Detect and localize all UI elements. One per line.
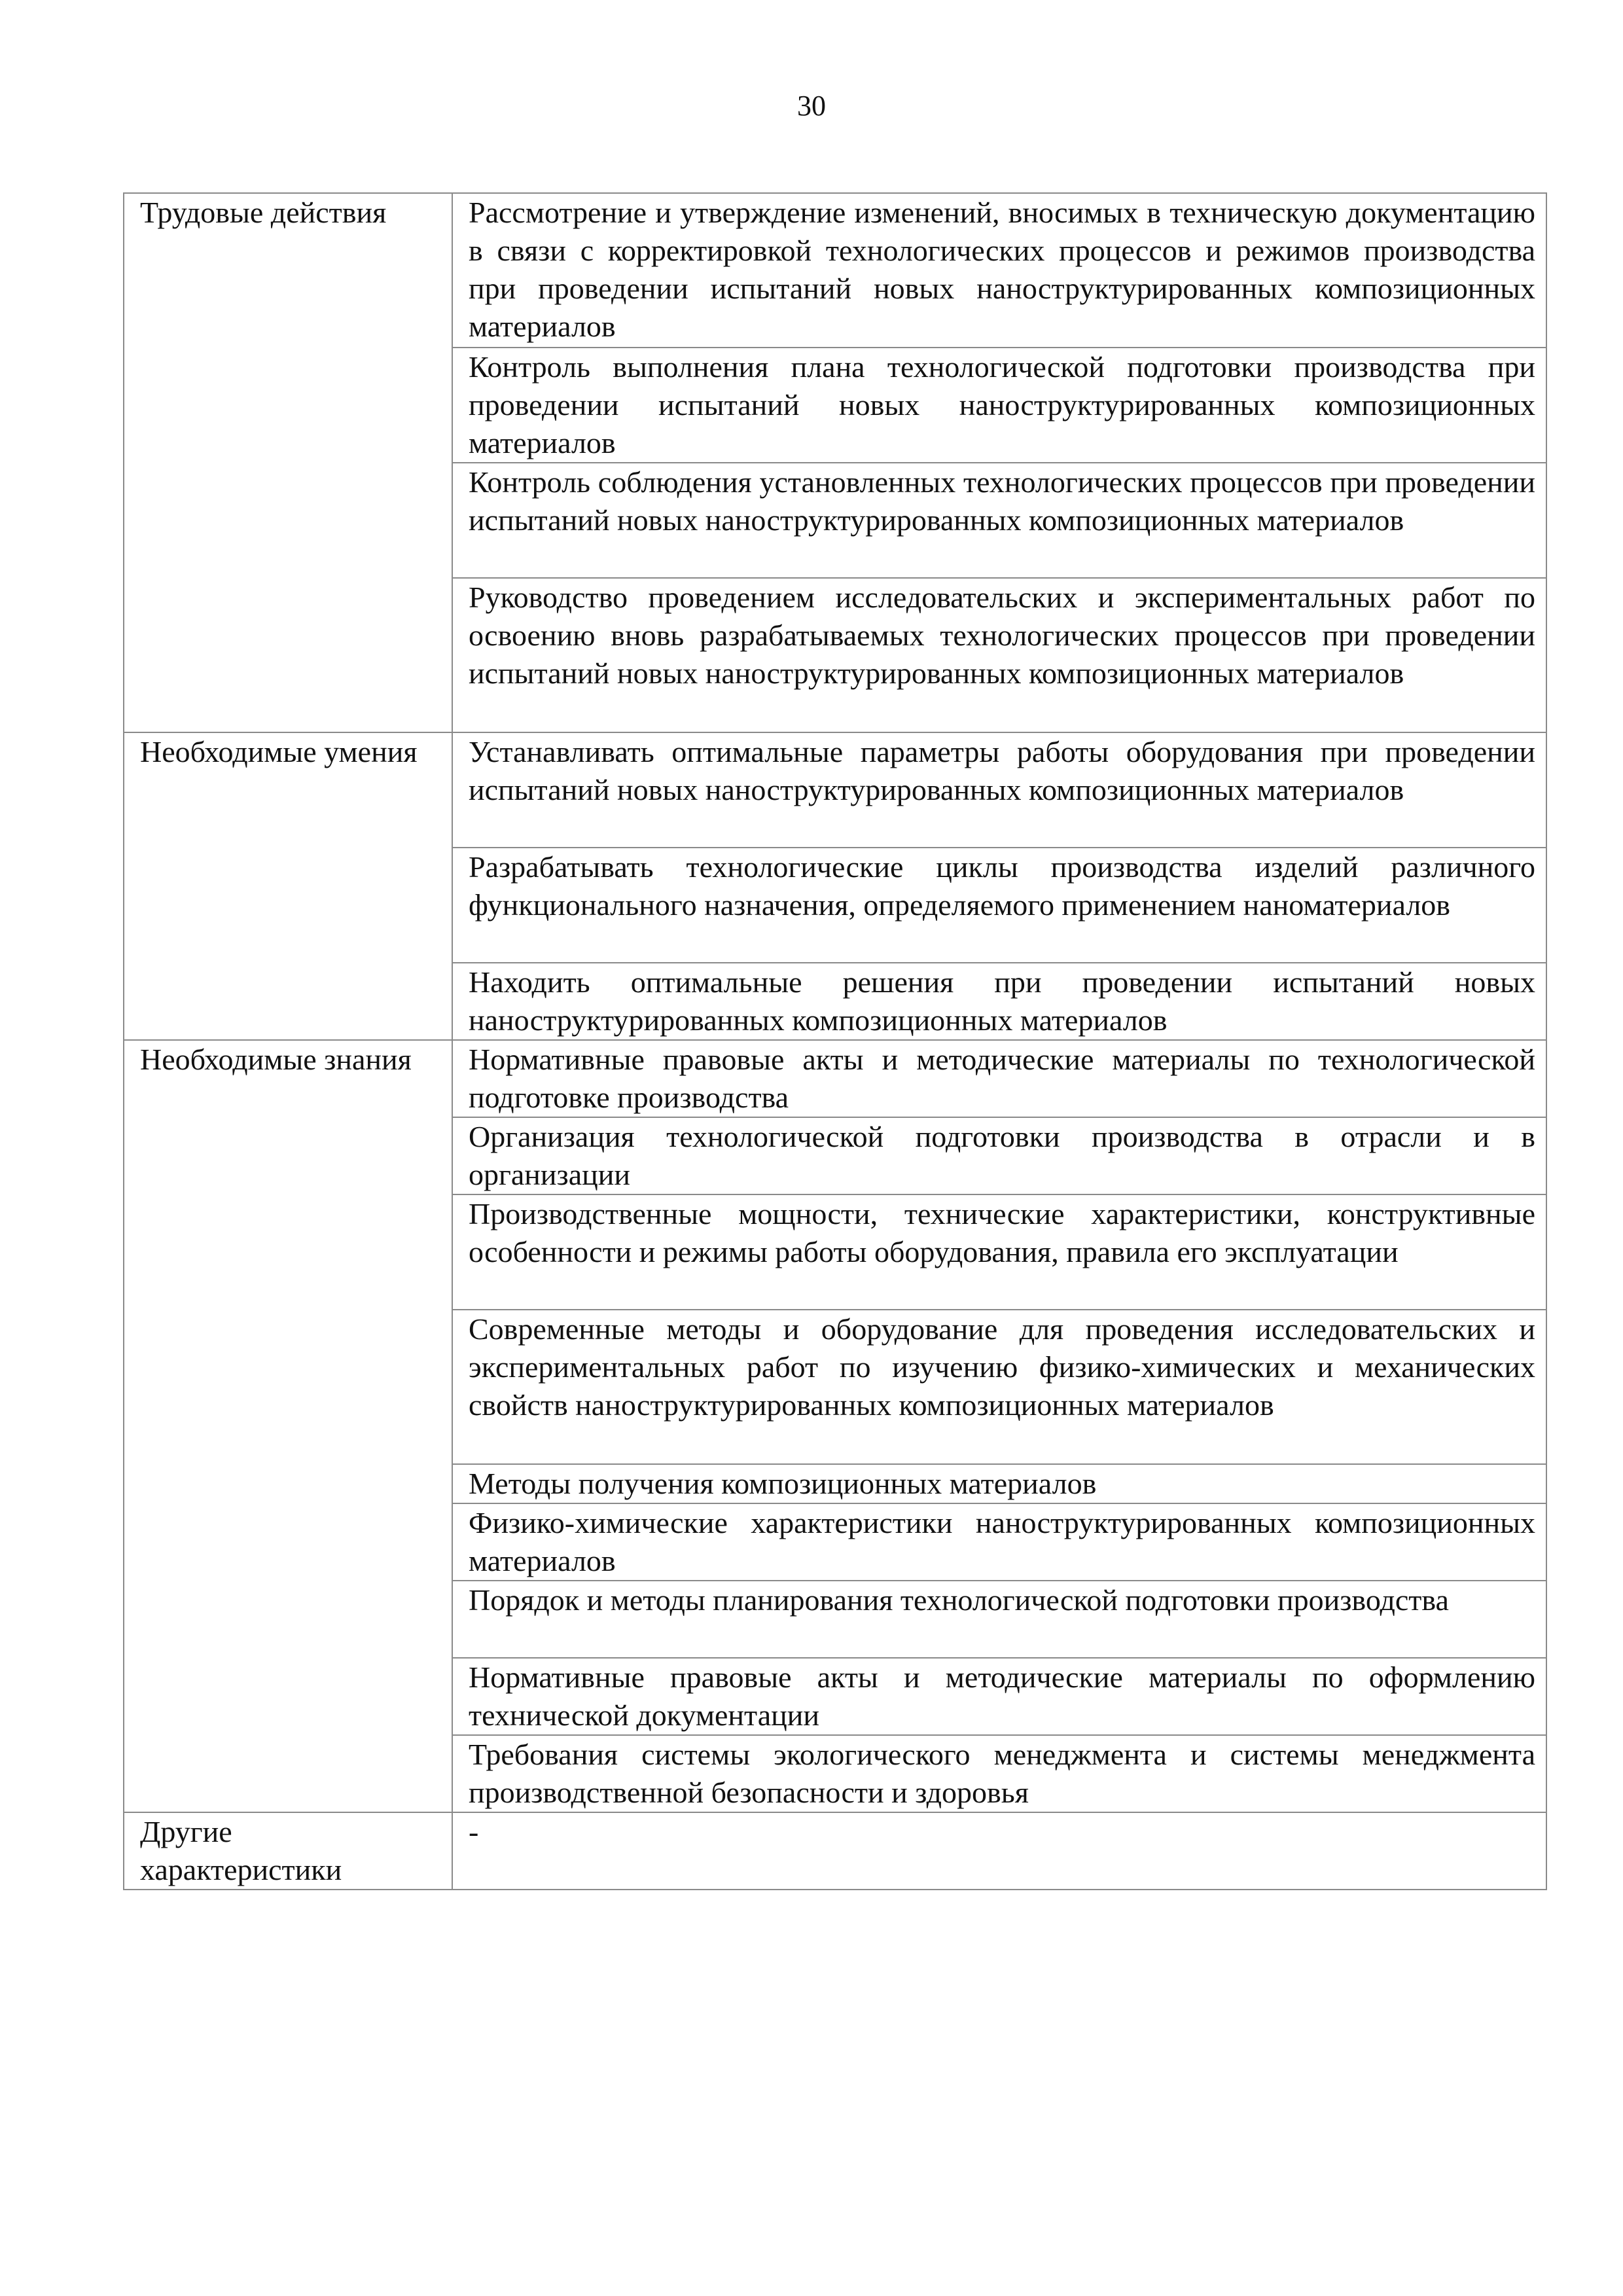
actions-label: Трудовые действия (124, 193, 452, 732)
skills-item: Разрабатывать технологические циклы производства изделий различного функционального назначения, определяемого применением наноматериалов (452, 848, 1546, 963)
knowledge-item: Нормативные правовые акты и методические материалы по оформлению технической документации (452, 1658, 1546, 1735)
knowledge-item: Физико-химические характеристики наноструктурированных композиционных материалов (452, 1503, 1546, 1581)
professional-standard-table (123, 192, 1547, 1890)
page-number: 30 (797, 90, 826, 122)
table-row (124, 1812, 1546, 1890)
other-value: - (452, 1812, 1546, 1890)
knowledge-item: Требования системы экологического менеджмента и системы менеджмента производственной безопасности и здоровья (452, 1735, 1546, 1812)
knowledge-item: Производственные мощности, технические характеристики, конструктивные особенности и режимы работы оборудования, правила его эксплуатации (452, 1194, 1546, 1310)
knowledge-item: Порядок и методы планирования технологической подготовки производства (452, 1581, 1546, 1658)
knowledge-label: Необходимые знания (124, 1040, 452, 1812)
knowledge-item: Нормативные правовые акты и методические материалы по технологической подготовке производства (452, 1040, 1546, 1117)
knowledge-item: Современные методы и оборудование для проведения исследовательских и экспериментальных работ по изучению физико-химических и механических свойств наноструктурированных композиционных материалов (452, 1310, 1546, 1464)
actions-item: Руководство проведением исследовательских и экспериментальных работ по освоению вновь разрабатываемых технологических процессов при проведении испытаний новых наноструктурированных композиционных материалов (452, 578, 1546, 732)
skills-label: Необходимые умения (124, 732, 452, 1040)
table-row (124, 732, 1546, 848)
actions-item: Рассмотрение и утверждение изменений, вносимых в техническую документацию в связи с корректировкой технологических процессов и режимов производства при проведении испытаний новых наноструктурированных композиционных материалов (452, 193, 1546, 348)
table-row (124, 193, 1546, 348)
table-row (124, 1040, 1546, 1117)
actions-item: Контроль выполнения плана технологической подготовки производства при проведении испытаний новых наноструктурированных композиционных материалов (452, 348, 1546, 463)
skills-item: Устанавливать оптимальные параметры работы оборудования при проведении испытаний новых наноструктурированных композиционных материалов (452, 732, 1546, 848)
other-label: Другие характеристики (124, 1812, 452, 1890)
skills-item: Находить оптимальные решения при проведении испытаний новых наноструктурированных композиционных материалов (452, 963, 1546, 1040)
knowledge-item: Организация технологической подготовки производства в отрасли и в организации (452, 1117, 1546, 1194)
actions-item: Контроль соблюдения установленных технологических процессов при проведении испытаний новых наноструктурированных композиционных материалов (452, 463, 1546, 578)
knowledge-item: Методы получения композиционных материалов (452, 1464, 1546, 1503)
